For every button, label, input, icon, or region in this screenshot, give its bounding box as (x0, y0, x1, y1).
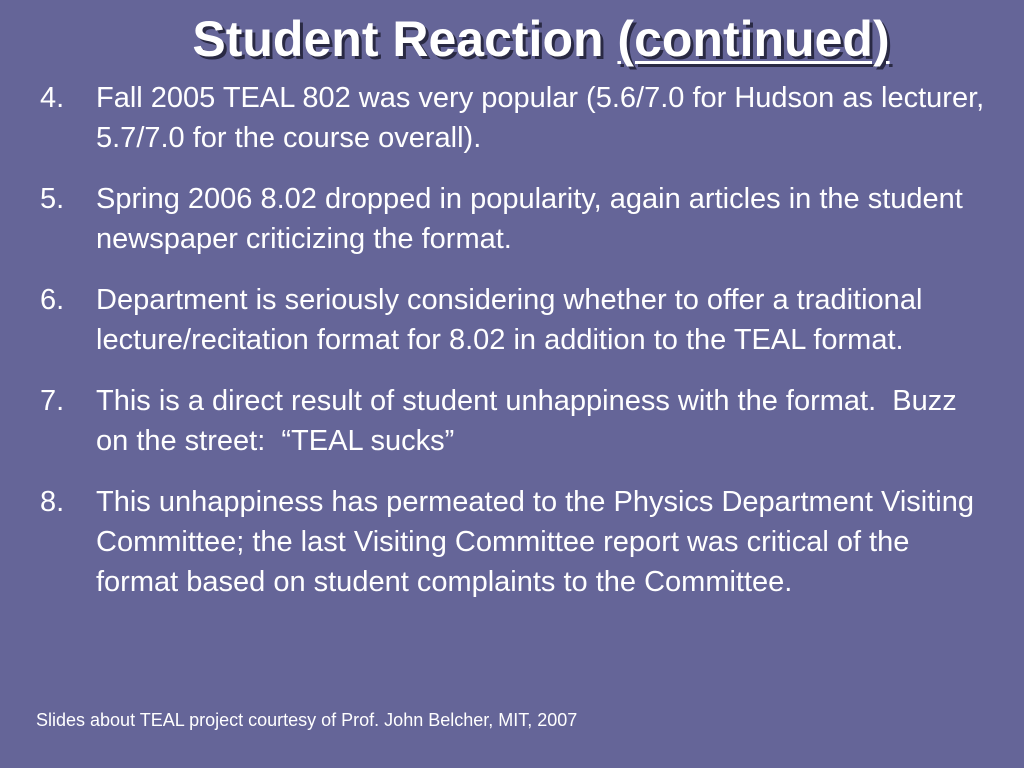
list-item (40, 78, 990, 158)
list-item-text: Fall 2005 TEAL 802 was very popular (5.6/7.0 for Hudson as lecturer, 5.7/7.0 for the course overall). (96, 82, 985, 154)
slide-title (0, 6, 1024, 72)
list-item (40, 280, 990, 360)
list-item-text: Department is seriously considering whether to offer a traditional lecture/recitation format for 8.02 in addition to the TEAL format. (96, 284, 923, 356)
list-item-text: This unhappiness has permeated to the Physics Department Visiting Committee; the last Visiting Committee report was critical of the format based on student complaints to the Committee. (96, 486, 975, 598)
list-item-number: 7. (40, 385, 65, 417)
reaction-list (40, 78, 990, 602)
list-item-number: 8. (40, 486, 65, 518)
list-item (40, 482, 990, 602)
list-item-text: Spring 2006 8.02 dropped in popularity, again articles in the student newspaper criticizing the format. (96, 183, 963, 255)
list-item-number: 4. (40, 82, 65, 114)
list-item-number: 5. (40, 183, 65, 215)
list-item-text: This is a direct result of student unhappiness with the format. Buzz on the street: “TEAL sucks” (96, 385, 965, 457)
list-item (40, 381, 990, 461)
title-main: Student Reaction (192, 11, 618, 67)
list-item (40, 179, 990, 259)
footer-credit: Slides about TEAL project courtesy of Prof. John Belcher, MIT, 2007 (36, 710, 578, 730)
list-item-number: 6. (40, 284, 65, 316)
title-continued: (continued) (617, 11, 890, 67)
